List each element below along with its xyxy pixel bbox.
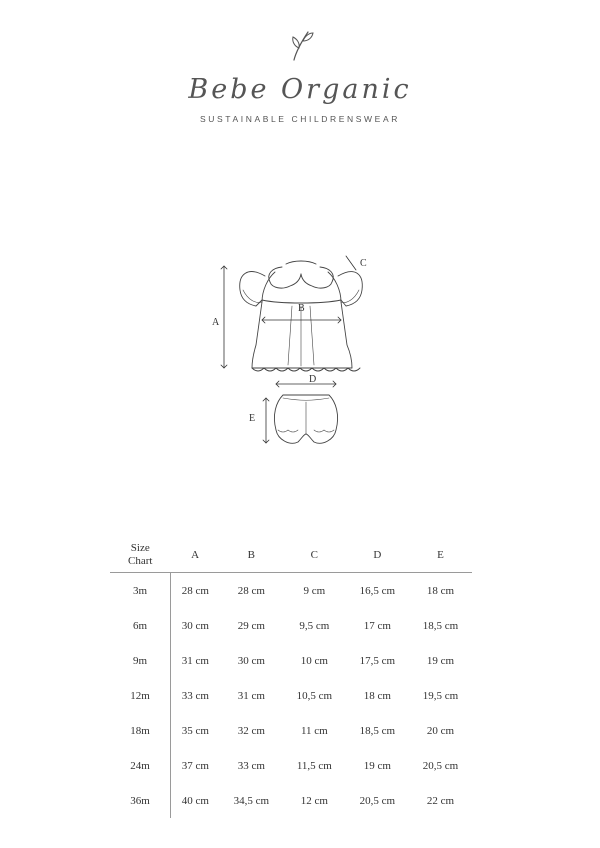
table-cell: 19 cm [363, 759, 391, 772]
table-cell: 30 cm [171, 608, 220, 643]
label-e: E [249, 413, 256, 424]
column-header: C [310, 549, 318, 561]
table-cell: 10 cm [300, 654, 328, 667]
size-label: 12m [130, 689, 150, 702]
table-row [110, 783, 472, 818]
table-row [110, 748, 472, 783]
label-c: C [360, 258, 367, 269]
table-cell: 9,5 cm [299, 619, 330, 632]
size-label: 6m [132, 619, 148, 632]
table-cell: 19 cm [426, 654, 455, 667]
table-header-row [110, 538, 472, 573]
table-cell: 18,5 cm [359, 724, 396, 737]
table-cell: 17 cm [363, 619, 391, 632]
table-cell: 11 cm [300, 724, 328, 737]
table-cell: 40 cm [171, 783, 220, 818]
table-cell: 20,5 cm [422, 759, 459, 772]
column-header: E [437, 549, 444, 561]
table-cell: 30 cm [237, 654, 265, 667]
size-chart-heading [110, 538, 171, 573]
column-header: A [191, 549, 200, 561]
brand-name: Bebe Organic [188, 74, 412, 105]
table-cell: 28 cm [171, 573, 220, 609]
table-cell: 9 cm [303, 584, 326, 597]
table-cell: 11,5 cm [296, 759, 332, 772]
brand-header [0, 0, 600, 140]
garment-measurement-diagram [205, 250, 390, 455]
table-cell: 22 cm [426, 794, 455, 807]
table-cell: 37 cm [171, 748, 220, 783]
table-cell: 31 cm [237, 689, 265, 702]
table-cell: 32 cm [237, 724, 265, 737]
table-cell: 20,5 cm [359, 794, 396, 807]
table-cell: 12 cm [300, 794, 328, 807]
table-cell: 18 cm [426, 584, 455, 597]
table-row [110, 713, 472, 748]
column-header: D [373, 549, 382, 561]
table-row [110, 678, 472, 713]
table-cell: 33 cm [237, 759, 265, 772]
table-cell: 18,5 cm [422, 619, 459, 632]
table-cell: 17,5 cm [359, 654, 396, 667]
table-row [110, 643, 472, 678]
size-label: 36m [130, 794, 150, 807]
size-label: 9m [132, 654, 148, 667]
brand-tagline: SUSTAINABLE CHILDRENSWEAR [200, 114, 400, 124]
heading-line-1: Size [130, 542, 150, 554]
table-cell: 20 cm [426, 724, 455, 737]
table-cell: 18 cm [363, 689, 391, 702]
table-cell: 28 cm [237, 584, 265, 597]
label-b: B [298, 303, 305, 314]
heading-line-2: Chart [128, 555, 153, 567]
table-cell: 16,5 cm [359, 584, 396, 597]
column-header: B [247, 549, 255, 561]
table-cell: 19,5 cm [422, 689, 459, 702]
table-cell: 31 cm [171, 643, 220, 678]
label-d: D [309, 374, 317, 385]
size-label: 3m [132, 584, 148, 597]
table-cell: 35 cm [171, 713, 220, 748]
table-cell: 10,5 cm [296, 689, 333, 702]
size-label: 18m [130, 724, 150, 737]
label-a: A [212, 317, 220, 328]
size-chart-table [110, 538, 472, 818]
leaf-sprig-icon [286, 28, 316, 62]
table-cell: 33 cm [171, 678, 220, 713]
table-row [110, 608, 472, 643]
size-label: 24m [130, 759, 150, 772]
table-cell: 29 cm [237, 619, 265, 632]
table-cell: 34,5 cm [233, 794, 270, 807]
table-row [110, 573, 472, 609]
